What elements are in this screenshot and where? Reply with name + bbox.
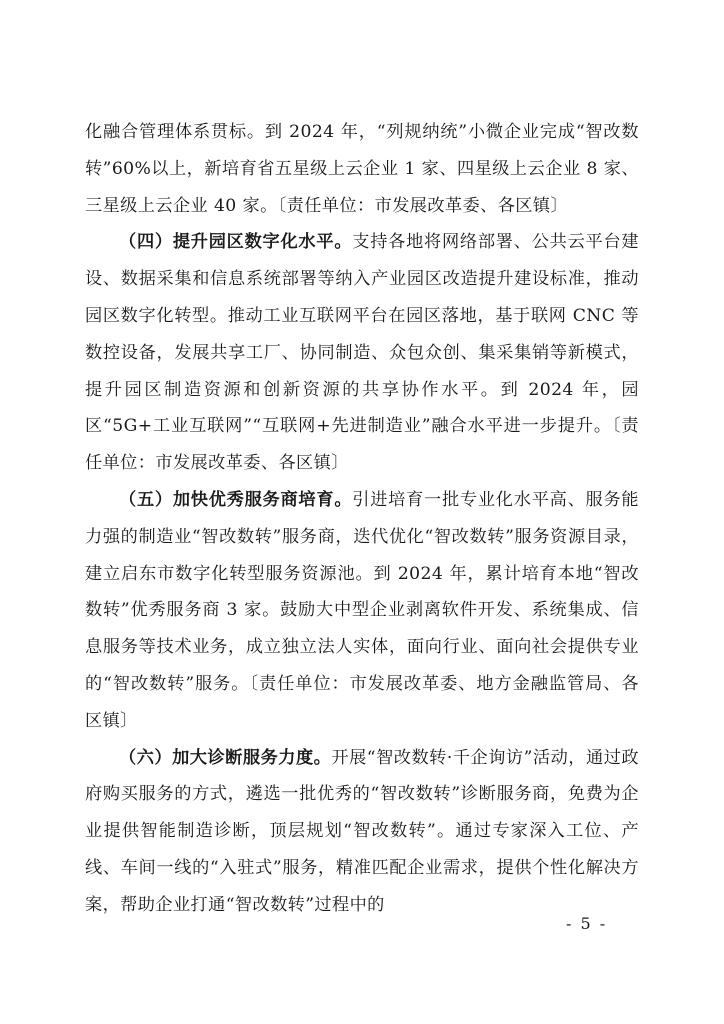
paragraph-section-4 (85, 224, 639, 482)
paragraph-body: 支持各地将网络部署、公共云平台建设、数据采集和信息系统部署等纳入产业园区改造提升建设标准，推动园区数字化转型。推动工业互联网平台在园区落地，基于联网 CNC 等数控设备，发展共享工厂、协同制造、众包众创、集采集销等新模式，提升园区制造资源和创新资源的共享协作水平。到 2024 年，园区“5G+工业互联网”“互联网+先进制造业”融合水平进一步提升。〔责任单位：市发展改革委、各区镇〕 (85, 232, 639, 474)
document-page (85, 114, 639, 924)
section-heading: （四）提升园区数字化水平。 (119, 232, 353, 253)
section-heading: （五）加快优秀服务商培育。 (119, 489, 353, 510)
paragraph-body: 开展“智改数转·千企询访”活动，通过政府购买服务的方式，遴选一批优秀的“智改数转”诊断服务商，免费为企业提供智能制造诊断，顶层规划“智改数转”。通过专家深入工位、产线、车间一线的“入驻式”服务，精准匹配企业需求，提供个性化解决方案，帮助企业打通“智改数转”过程中的 (85, 747, 639, 915)
paragraph-section-6 (85, 740, 639, 924)
paragraph-continuation (85, 114, 639, 224)
paragraph-body: 引进培育一批专业化水平高、服务能力强的制造业“智改数转”服务商，迭代优化“智改数转”服务资源目录，建立启东市数字化转型服务资源池。到 2024 年，累计培育本地“智改数转”优秀服务商 3 家。鼓励大中型企业剥离软件开发、系统集成、信息服务等技术业务，成立独立法人实体，面向行业、面向社会提供专业的“智改数转”服务。〔责任单位：市发展改革委、地方金融监管局、各区镇〕 (85, 489, 639, 731)
paragraph-body: 化融合管理体系贯标。到 2024 年，“列规纳统”小微企业完成“智改数转”60%以上，新培育省五星级上云企业 1 家、四星级上云企业 8 家、三星级上云企业 40 家。〔责任单位：市发展改革委、各区镇〕 (85, 122, 639, 216)
page-number: - 5 - (566, 914, 608, 933)
paragraph-section-5 (85, 482, 639, 740)
section-heading: （六）加大诊断服务力度。 (119, 747, 332, 768)
